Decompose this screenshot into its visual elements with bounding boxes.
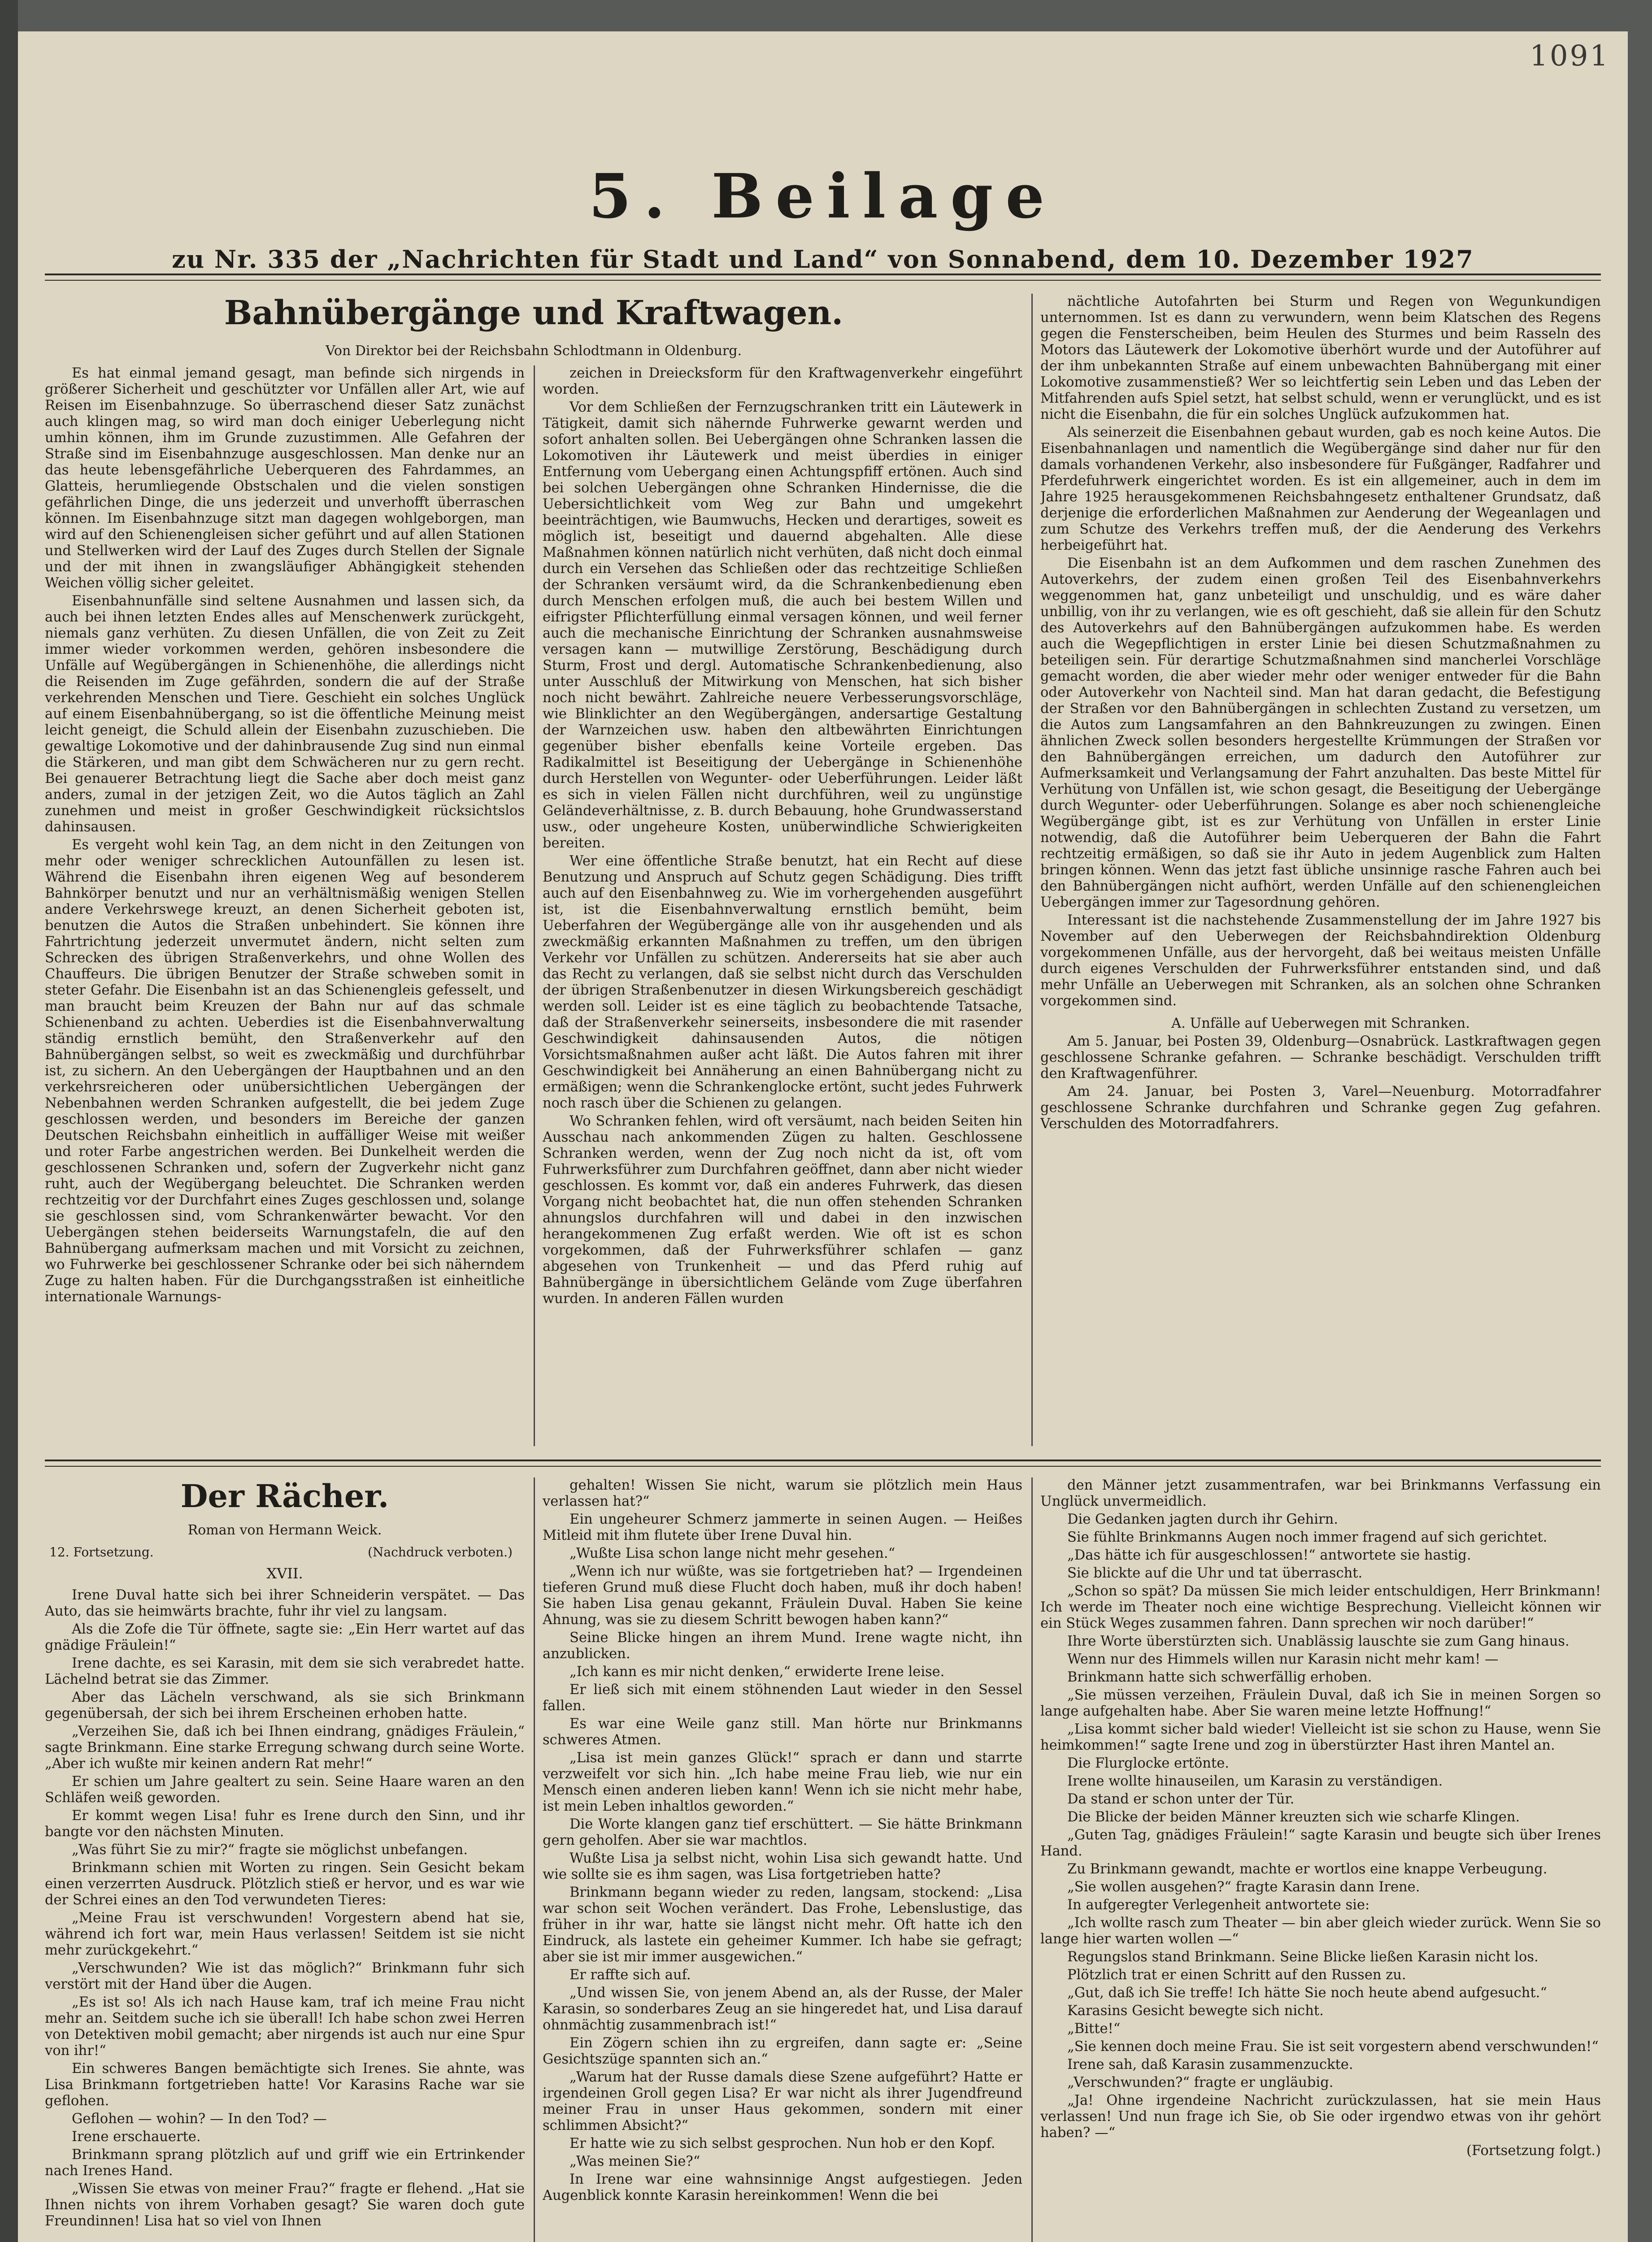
paragraph: gehalten! Wissen Sie nicht, warum sie plötzlich mein Haus verlassen hat?“ [543,1477,1022,1509]
paragraph: Da stand er schon unter der Tür. [1067,1791,1295,1807]
paragraph: „Wenn ich nur wüßte, was sie fortgetrieben hat? — Irgendeinen tieferen Grund muß diese Flucht doch haben, muß ihr doch haben! Sie haben Lisa genau gekannt, Fräulein Duval. Haben Sie keine Ahnung, was sie zu diesem Schritt bewogen haben kann?“ [543,1564,1022,1628]
paragraph: „Verschwunden? Wie ist das möglich?“ Brinkmann fuhr sich verstört mit der Hand über die Augen. [45,1960,525,1992]
paragraph: Er kommt wegen Lisa! fuhr es Irene durch den Sinn, und ihr bangte vor den nächsten Minuten. [45,1808,525,1840]
paragraph: Aber das Lächeln verschwand, als sie sich Brinkmann gegenübersah, der sich bei ihrem Erscheinen erhoben hatte. [45,1690,525,1721]
paragraph: Irene wollte hinauseilen, um Karasin zu verständigen. [1067,1773,1443,1789]
article2-column-3 [1040,1477,1601,2242]
paragraph: Die Blicke der beiden Männer kreuzten sich wie scharfe Klingen. [1067,1809,1520,1825]
paragraph: Eisenbahnunfälle sind seltene Ausnahmen und lassen sich, da auch bei ihnen letzten Endes alles auf Menschenwerk zurückgeht, niemals ganz verhüten. Zu diesen Unfällen, die von Zeit zu Zeit immer wieder vorkommen werden, gehören insbesondere die Unfälle auf Wegübergängen in Schienenhöhe, die allerdings nicht die Reisenden im Zuge gefährden, sondern die auf der Straße verkehrenden Menschen und Tiere. Geschieht ein solches Unglück auf einem Eisenbahnübergang, so ist die öffentliche Meinung meist leicht geneigt, die Schuld allein der Eisenbahn zuzuschieben. Die gewaltige Lokomotive und der dahinbrausende Zug sind nun einmal die Stärkeren, und man gibt dem Schwächeren nur zu gern recht. Bei genauerer Betrachtung liegt die Sache aber doch meist ganz anders, zumal in der jetzigen Zeit, wo die Autos täglich an Zahl zunehmen und meist in großer Geschwindigkeit rücksichtslos dahinsausen. [45,593,525,835]
paragraph: In aufgeregter Verlegenheit antwortete sie: [1067,1897,1370,1913]
column-divider [534,365,535,1446]
article1-byline: Von Direktor bei der Reichsbahn Schlodtmann in Oldenburg. [325,343,742,359]
article1-column-2 [543,365,1022,1446]
paragraph: „Sie müssen verzeihen, Fräulein Duval, daß ich Sie in meinen Sorgen so lange aufgehalten habe. Aber Sie waren meine letzte Hoffnung!“ [1040,1687,1601,1719]
article2-column-2 [543,1477,1022,2242]
paragraph: Plötzlich trat er einen Schritt auf den Russen zu. [1067,1967,1406,1983]
column-divider [1031,1477,1033,2242]
paragraph: Regungslos stand Brinkmann. Seine Blicke ließen Karasin nicht los. [1067,1949,1539,1965]
column-divider [1031,294,1033,1446]
paragraph: „Verzeihen Sie, daß ich bei Ihnen eindrang, gnädiges Fräulein,“ sagte Brinkmann. Eine starke Erregung schwang durch seine Worte. „Aber ich wußte mir keinen andern Rat mehr!“ [45,1724,525,1772]
paragraph: „Und wissen Sie, von jenem Abend an, als der Russe, der Maler Karasin, so sonderbares Zeug an sie hingeredet hat, und Lisa darauf ohnmächtig zusammenbrach ist!“ [543,1985,1022,2033]
article2-column-1 [45,1587,525,2242]
paragraph: „Gut, daß ich Sie treffe! Ich hätte Sie noch heute abend aufgesucht.“ [1067,1985,1547,2001]
paragraph: Geflohen — wohin? — In den Tod? — [72,2111,327,2127]
article1-headline: Bahnübergänge und Kraftwagen. [224,294,843,332]
paragraph: Er hatte wie zu sich selbst gesprochen. Nun hob er den Kopf. [570,2136,996,2151]
newspaper-page [18,31,1628,2242]
paragraph: Vor dem Schließen der Fernzugschranken tritt ein Läutewerk in Tätigkeit, damit sich nähernde Fuhrwerke gewarnt werden und sofort anhalten sollen. Bei Uebergängen ohne Schranken lassen die Lokomotiven ihr Läutewerk und meist überdies in einiger Entfernung vom Uebergang einen Achtungspfiff ertönen. Auch sind bei solchen Uebergängen ohne Schranken Hindernisse, die die Uebersichtlichkeit vom Weg zur Bahn und umgekehrt beeinträchtigen, wie Baumwuchs, Hecken und derartiges, soweit es möglich ist, beseitigt und dauernd abgehalten. Alle diese Maßnahmen können natürlich nicht verhüten, daß nicht doch einmal durch ein Versehen das Schließen oder das rechtzeitige Schließen der Schranken versäumt wird, da die Schrankenbedienung eben durch Menschen erfolgen muß, die auch bei bestem Willen und eifrigster Pflichterfüllung einmal versagen können, und weil ferner auch die mechanische Einrichtung der Schranken ausnahmsweise versagen kann — mutwillige Zerstörung, Beschädigung durch Sturm, Frost und dergl. Automatische Schrankenbedienung, also unter Ausschluß der Mitwirkung von Menschen, hat sich bisher noch nicht bewährt. Zahlreiche neuere Verbesserungsvorschläge, wie Blinklichter an den Wegübergängen, andersartige Gestaltung der Warnzeichen usw. haben den altbewährten Einrichtungen gegenüber bisher ebenfalls keine Vorteile ergeben. Das Radikalmittel ist Beseitigung der Uebergänge in Schienenhöhe durch Herstellen von Wegunter- oder Ueberführungen. Leider läßt es sich in vielen Fällen nicht durchführen, weil zu ungünstige Geländeverhältnisse, z. B. durch Bebauung, hohe Grundwasserstand usw., oder ungeheure Kosten, unüberwindliche Schwierigkeiten bereiten. [543,400,1022,851]
paragraph: „Guten Tag, gnädiges Fräulein!“ sagte Karasin und beugte sich über Irenes Hand. [1040,1827,1601,1859]
to-be-continued: (Fortsetzung folgt.) [1466,2143,1601,2159]
paragraph: Die Eisenbahn ist an dem Aufkommen und dem raschen Zunehmen des Autoverkehrs, der zudem einen großen Teil des Eisenbahnverkehrs weggenommen hat, ganz unbeteiligt und unschuldig, und es wäre daher unbillig, von ihr zu verlangen, wie es oft geschieht, daß sie allein für den Schutz des Autoverkehrs auf den Bahnübergängen aufzukommen habe. Es werden auch die Wegepflichtigen in erster Linie bei diesen Schutzmaßnahmen zu beteiligen sein. Für derartige Schutzmaßnahmen sind mancherlei Vorschläge gemacht worden, die aber wieder mehr oder weniger entweder für die Bahn oder Autoverkehr von Nachteil sind. Man hat daran gedacht, die Befestigung der Straßen vor den Bahnübergängen in schlechten Zustand zu versetzen, um die Autos zum Langsamfahren an den Bahnkreuzungen zu zwingen. Einen ähnlichen Zweck sollen besonders hergestellte Krümmungen der Straßen vor den Bahnübergängen erreichen, um dadurch den Autoführer zur Aufmerksamkeit und Verlangsamung der Fahrt anzuhalten. Das beste Mittel für Verhütung von Unfällen ist, wie schon gesagt, die Beseitigung der Uebergänge durch Wegunter- oder Ueberführungen. Solange es aber noch schienengleiche Wegübergänge gibt, ist es zur Verhütung von Unfällen in erster Linie notwendig, daß die Autoführer beim Ueberqueren der Bahn die Fahrt rechtzeitig ermäßigen, so daß sie ihr Auto in jedem Augenblick zum Halten bringen können. Wenn das jetzt fast übliche unsinnige rasche Fahren auch bei den Bahnübergängen nicht aufhört, werden Unfälle auf den schienengleichen Uebergängen immer zur Tagesordnung gehören. [1040,556,1601,910]
paragraph: „Es ist so! Als ich nach Hause kam, traf ich meine Frau nicht mehr an. Seitdem suche ich sie überall! Ich habe schon zwei Herren von Detektiven mobil gemacht; aber nirgends ist auch nur eine Spur von ihr!“ [45,1994,525,2059]
section-subhead: A. Unfälle auf Ueberwegen mit Schranken. [1171,1016,1470,1031]
article1-column-1 [45,365,525,1446]
paragraph: nächtliche Autofahrten bei Sturm und Regen von Wegunkundigen unternommen. Ist es dann zu verwundern, wenn beim Klatschen des Regens gegen die Fensterscheiben, beim Heulen des Sturmes und beim Rasseln des Motors das Läutewerk der Lokomotive überhört wurde und der Autoführer auf der ihm unbekannten Straße auf einem unbewachten Bahnübergang mit einer Lokomotive zusammenstieß? Wer so leichtfertig sein Leben und das Leben der Mitfahrenden aufs Spiel setzt, hat selbst schuld, wenn er verunglückt, und es ist nicht die Eisenbahn, die für ein solches Unglück aufzukommen hat. [1040,294,1601,422]
column-divider [534,1477,535,2242]
paragraph: Irene dachte, es sei Karasin, mit dem sie sich verabredet hatte. Lächelnd betrat sie das Zimmer. [45,1655,525,1687]
masthead [18,161,1628,274]
paragraph: Als die Zofe die Tür öffnete, sagte sie: „Ein Herr wartet auf das gnädige Fräulein!“ [45,1621,525,1653]
paragraph: Ihre Worte überstürzten sich. Unablässig lauschte sie zum Gang hinaus. [1067,1634,1569,1649]
page-number: 1091 [1530,39,1610,73]
paragraph: Brinkmann schien mit Worten zu ringen. Sein Gesicht bekam einen verzerrten Ausdruck. Plötzlich stieß er hervor, und es war wie der Schrei eines an den Tod verwundeten Tieres: [45,1860,525,1908]
paragraph: Sie fühlte Brinkmanns Augen noch immer fragend auf sich gerichtet. [1067,1529,1548,1545]
paragraph: Wußte Lisa ja selbst nicht, wohin Lisa sich gewandt hatte. Und wie sollte sie es ihm sagen, was Lisa fortgetrieben hatte? [543,1851,1022,1882]
paragraph: „Ich wollte rasch zum Theater — bin aber gleich wieder zurück. Wenn Sie so lange hier warten wollen —“ [1040,1915,1601,1947]
paragraph: Irene erschauerte. [72,2129,201,2145]
masthead-rule [45,274,1601,281]
paragraph: Es hat einmal jemand gesagt, man befinde sich nirgends in größerer Sicherheit und geschützter vor Unfällen aller Art, wie auf Reisen im Eisenbahnzuge. So überraschend dieser Satz zunächst auch klingen mag, so wird man doch einiger Ueberlegung nicht umhin können, ihm im Grunde zuzustimmen. Alle Gefahren der Straße sind im Eisenbahnzuge ausgeschlossen. Man denke nur an das heute lebensgefährliche Ueberqueren des Fahrdammes, an Glatteis, herumliegende Obstschalen und die vielen sonstigen gefährlichen Dinge, die uns jederzeit und unverhofft überraschen können. Im Eisenbahnzuge sitzt man dagegen wohlgeborgen, man wird auf den Schienengleisen sicher geführt und auf allen Stationen und Stellwerken wird der Lauf des Zuges durch Stellen der Signale und der mit ihnen in zwangsläufiger Abhängigkeit stehenden Weichen völlig sicher geleitet. [45,365,525,591]
paragraph: „Lisa kommt sicher bald wieder! Vielleicht ist sie schon zu Hause, wenn Sie heimkommen!“ sagte Irene und zog in überstürzter Hast ihren Mantel an. [1040,1721,1601,1753]
paragraph: Ein Zögern schien ihn zu ergreifen, dann sagte er: „Seine Gesichtszüge spannten sich an.“ [543,2035,1022,2067]
paragraph: Brinkmann hatte sich schwerfällig erhoben. [1067,1669,1372,1685]
paragraph: Es war eine Weile ganz still. Man hörte nur Brinkmanns schweres Atmen. [543,1716,1022,1748]
paragraph: Sie blickte auf die Uhr und tat überrascht. [1067,1565,1363,1581]
paragraph: Er raffte sich auf. [570,1967,691,1983]
paragraph: „Meine Frau ist verschwunden! Vorgestern abend hat sie, während ich fort war, mein Haus verlassen! Seitdem ist sie nicht mehr zurückgekehrt.“ [45,1910,525,1958]
paragraph: zeichen in Dreiecksform für den Kraftwagenverkehr eingeführt worden. [543,365,1022,397]
paragraph: „Warum hat der Russe damals diese Szene aufgeführt? Hatte er irgendeinen Groll gegen Lisa? Er war nicht als ihrer Jugendfreund meiner Frau in unser Haus gekommen, sondern mit einer schlimmen Absicht?“ [543,2069,1022,2133]
paragraph: Ein ungeheurer Schmerz jammerte in seinen Augen. — Heißes Mitleid mit ihm flutete über Irene Duval hin. [543,1512,1022,1543]
paragraph: Seine Blicke hingen an ihrem Mund. Irene wagte nicht, ihn anzublicken. [543,1630,1022,1662]
paragraph: Irene sah, daß Karasin zusammenzuckte. [1067,2057,1353,2073]
paragraph: Interessant ist die nachstehende Zusammenstellung der im Jahre 1927 bis November auf den Ueberwegen der Reichsbahndirektion Oldenburg vorgekommenen Unfälle, aus der hervorgeht, daß bei weitaus meisten Unfälle durch eigenes Verschulden der Fuhrwerksführer entstanden sind, und daß mehr Unfälle an Ueberwegen mit Schranken, als an solchen ohne Schranken vorgekommen sind. [1040,912,1601,1009]
paragraph: „Schon so spät? Da müssen Sie mich leider entschuldigen, Herr Brinkmann! Ich werde im Theater noch eine wichtige Besprechung. Vielleicht können wir ein Stück Weges zusammen fahren. Dann sprechen wir noch darüber!“ [1040,1583,1601,1631]
paragraph: „Wissen Sie etwas von meiner Frau?“ fragte er flehend. „Hat sie Ihnen nichts von ihrem Vorhaben gesagt? Sie waren doch gute Freundinnen! Lisa hat so viel von Ihnen [45,2181,525,2229]
paragraph: Wenn nur des Himmels willen nur Karasin nicht mehr kam! — [1067,1651,1499,1667]
paragraph: Als seinerzeit die Eisenbahnen gebaut wurden, gab es noch keine Autos. Die Eisenbahnanlagen und namentlich die Wegübergänge sind daher nur für den damals vorhandenen Verkehr, also insbesondere für Fußgänger, Radfahrer und Pferdefuhrwerk eingerichtet worden. Es ist ein allgemeiner, auch in dem im Jahre 1925 herausgekommenen Reichsbahngesetz enthaltener Grundsatz, daß derjenige die erforderlichen Maßnahmen zur Aenderung der Wegeanlagen und zum Schutze des Verkehrs treffen muß, der die Aenderung des Verkehrs herbeigeführt hat. [1040,425,1601,553]
paragraph: Die Gedanken jagten durch ihr Gehirn. [1067,1512,1338,1527]
paragraph: Er schien um Jahre gealtert zu sein. Seine Haare waren an den Schläfen weiß geworden. [45,1774,525,1806]
serial-number: 12. Fortsetzung. [49,1545,154,1560]
paragraph: Wo Schranken fehlen, wird oft versäumt, nach beiden Seiten hin Ausschau nach ankommenden Zügen zu halten. Geschlossene Schranken werden, wenn der Zug noch nicht da ist, oft vom Fuhrwerksführer zum Durchfahren geöffnet, dann aber nicht wieder geschlossen. Es kommt vor, daß ein anderes Fuhrwerk, das diesen Vorgang nicht beobachtet hat, die nun offen stehenden Schranken ahnungslos durchfahren will und dabei in den inzwischen herangekommenen Zug erfaßt werden. Wie oft ist es schon vorgekommen, daß der Fuhrwerksführer schlafen — ganz abgesehen von Trunkenheit — und das Pferd ruhig auf Bahnübergänge in übersichtlichem Gelände vom Zuge überfahren wurden. In anderen Fällen wurden [543,1113,1022,1307]
paragraph: „Bitte!“ [1067,2021,1121,2037]
paragraph: „Sie wollen ausgehen?“ fragte Karasin dann Irene. [1067,1879,1420,1895]
paragraph: Wer eine öffentliche Straße benutzt, hat ein Recht auf diese Benutzung und Anspruch auf Schutz gegen Schädigung. Dies trifft auch auf den Eisenbahnweg zu. Wie im vorhergehenden ausgeführt ist, ist die Eisenbahnverwaltung ernstlich bemüht, beim Ueberfahren der Wegübergänge alle von ihr ausgehenden und als zweckmäßig erkannten Maßnahmen zu treffen, um den übrigen Verkehr vor Unfällen zu schützen. Andererseits hat sie aber auch das Recht zu verlangen, daß sie selbst nicht durch das Verschulden der übrigen Straßenbenutzer in diesen Wirkungsbereich geschädigt werden soll. Leider ist es eine täglich zu beobachtende Tatsache, daß der Straßenverkehr seinerseits, insbesondere die mit rasender Geschwindigkeit dahinsausenden Autos, die nötigen Vorsichtsmaßnahmen außer acht läßt. Die Autos fahren mit ihrer Geschwindigkeit bei Annäherung an einen Bahnübergang nicht zu ermäßigen; wenn die Schrankenglocke ertönt, sucht jedes Fuhrwerk noch rasch über die Schienen zu gelangen. [543,853,1022,1111]
paragraph: „Verschwunden?“ fragte er ungläubig. [1067,2075,1334,2090]
article1-column-3 [1040,294,1601,1446]
paragraph: Zu Brinkmann gewandt, machte er wortlos eine knappe Verbeugung. [1067,1861,1548,1877]
reprint-notice: (Nachdruck verboten.) [368,1545,513,1560]
paragraph: „Lisa ist mein ganzes Glück!“ sprach er dann und starrte verzweifelt vor sich hin. „Ich habe meine Frau lieb, wie nur ein Mensch einen anderen lieben kann! Wenn ich sie nicht mehr habe, ist mein Leben inhaltlos geworden.“ [543,1750,1022,1814]
paragraph: den Männer jetzt zusammentrafen, war bei Brinkmanns Verfassung ein Unglück unvermeidlich. [1040,1477,1601,1509]
paragraph: Die Flurglocke ertönte. [1067,1755,1229,1771]
paragraph: Karasins Gesicht bewegte sich nicht. [1067,2003,1324,2019]
paragraph: „Was führt Sie zu mir?“ fragte sie möglichst unbefangen. [72,1842,468,1858]
paragraph: „Ich kann es mir nicht denken,“ erwiderte Irene leise. [570,1664,945,1680]
supplement-subtitle: zu Nr. 335 der „Nachrichten für Stadt und Land“ von Sonnabend, dem 10. Dezember 1927 [172,245,1474,274]
paragraph: Am 24. Januar, bei Posten 3, Varel—Neuenburg. Motorradfahrer geschlossene Schranke durchfahren und Schranke gegen Zug gefahren. Verschulden des Motorradfahrers. [1040,1084,1601,1132]
section-rule [45,1460,1601,1467]
paragraph: „Das hätte ich für ausgeschlossen!“ antwortete sie hastig. [1067,1547,1471,1563]
paragraph: Am 5. Januar, bei Posten 39, Oldenburg—Osnabrück. Lastkraftwagen gegen geschlossene Schranke gefahren. — Schranke beschädigt. Verschulden trifft den Kraftwagenführer. [1040,1034,1601,1082]
paragraph: In Irene war eine wahnsinnige Angst aufgestiegen. Jeden Augenblick konnte Karasin hereinkommen! Wenn die bei [543,2172,1022,2203]
paragraph: Ein schweres Bangen bemächtigte sich Irenes. Sie ahnte, was Lisa Brinkmann fortgetrieben hatte! Vor Karasins Rache war sie geflohen. [45,2061,525,2109]
paragraph: Es vergeht wohl kein Tag, an dem nicht in den Zeitungen von mehr oder weniger schrecklichen Autounfällen zu lesen ist. Während die Eisenbahn ihren eigenen Weg auf besonderem Bahnkörper benutzt und nur an verhältnismäßig wenigen Stellen andere Verkehrswege kreuzt, an denen Sicherheit geboten ist, benutzen die Autos die Straßen unbehindert. Sie können ihre Fahrtrichtung jederzeit unvermutet ändern, nicht selten zum Schrecken des übrigen Straßenverkehrs, und ohne Wollen des Chauffeurs. Die übrigen Benutzer der Straße schweben somit in steter Gefahr. Die Eisenbahn ist an das Schienengleis gefesselt, und man braucht beim Kreuzen der Bahn nur auf das schmale Schienenband zu achten. Ueberdies ist die Eisenbahnverwaltung ständig ernstlich bemüht, den Straßenverkehr auf den Bahnübergängen selbst, so weit es zweckmäßig und durchführbar ist, zu sichern. An den Uebergängen der Hauptbahnen und an den verkehrsreicheren oder unübersichtlichen Uebergängen der Nebenbahnen werden Schranken aufgestellt, die bei jedem Zuge geschlossen werden, und besonders im Bereiche der ganzen Deutschen Reichsbahn einheitlich in auffälliger Weise mit weißer und roter Farbe angestrichen werden. Bei Dunkelheit werden die geschlossenen Schranken und, sofern der Zugverkehr nicht ganz ruht, auch der Wegübergang beleuchtet. Die Schranken werden rechtzeitig vor der Durchfahrt eines Zuges geschlossen und, solange sie geschlossen sind, vom Schrankenwärter bewacht. Vor den Uebergängen stehen beiderseits Warnungstafeln, die auf den Bahnübergang aufmerksam machen und mit Vorsicht zu zeichnen, wo Fuhrwerke bei geschlossener Schranke oder bei sich näherndem Zuge zu halten haben. Für die Durchgangsstraßen ist einheitliche internationale Warnungs- [45,837,525,1305]
paragraph: Brinkmann begann wieder zu reden, langsam, stockend: „Lisa war schon seit Wochen verändert. Das Frohe, Lebenslustige, das früher in ihr war, hatte sie längst nicht mehr. Oft hatte ich den Eindruck, als lastete ein geheimer Kummer. Ich habe sie gefragt; aber sie ist mir immer ausgewichen.“ [543,1885,1022,1965]
chapter-number: XVII. [266,1565,303,1582]
paragraph: Brinkmann sprang plötzlich auf und griff wie ein Ertrinkender nach Irenes Hand. [45,2147,525,2179]
scan-edge [0,0,18,2242]
paragraph: „Wußte Lisa schon lange nicht mehr gesehen.“ [570,1546,896,1561]
paragraph: Er ließ sich mit einem stöhnenden Laut wieder in den Sessel fallen. [543,1682,1022,1714]
paragraph: „Sie kennen doch meine Frau. Sie ist seit vorgestern abend verschwunden!“ [1067,2039,1599,2055]
paragraph: Irene Duval hatte sich bei ihrer Schneiderin verspätet. — Das Auto, das sie heimwärts brachte, fuhr ihr viel zu langsam. [45,1587,525,1619]
paragraph: „Ja! Ohne irgendeine Nachricht zurückzulassen, hat sie mein Haus verlassen! Und nun frage ich Sie, ob Sie oder irgendwo etwas von ihr gehört haben? —“ [1040,2093,1601,2141]
article2-headline: Der Rächer. [180,1477,389,1515]
supplement-title: 5. Beilage [589,161,1057,232]
article2-byline: Roman von Hermann Weick. [187,1522,382,1538]
paragraph: Die Worte klangen ganz tief erschüttert. — Sie hätte Brinkmann gern geholfen. Aber sie war machtlos. [543,1816,1022,1848]
paragraph: „Was meinen Sie?“ [570,2154,700,2169]
